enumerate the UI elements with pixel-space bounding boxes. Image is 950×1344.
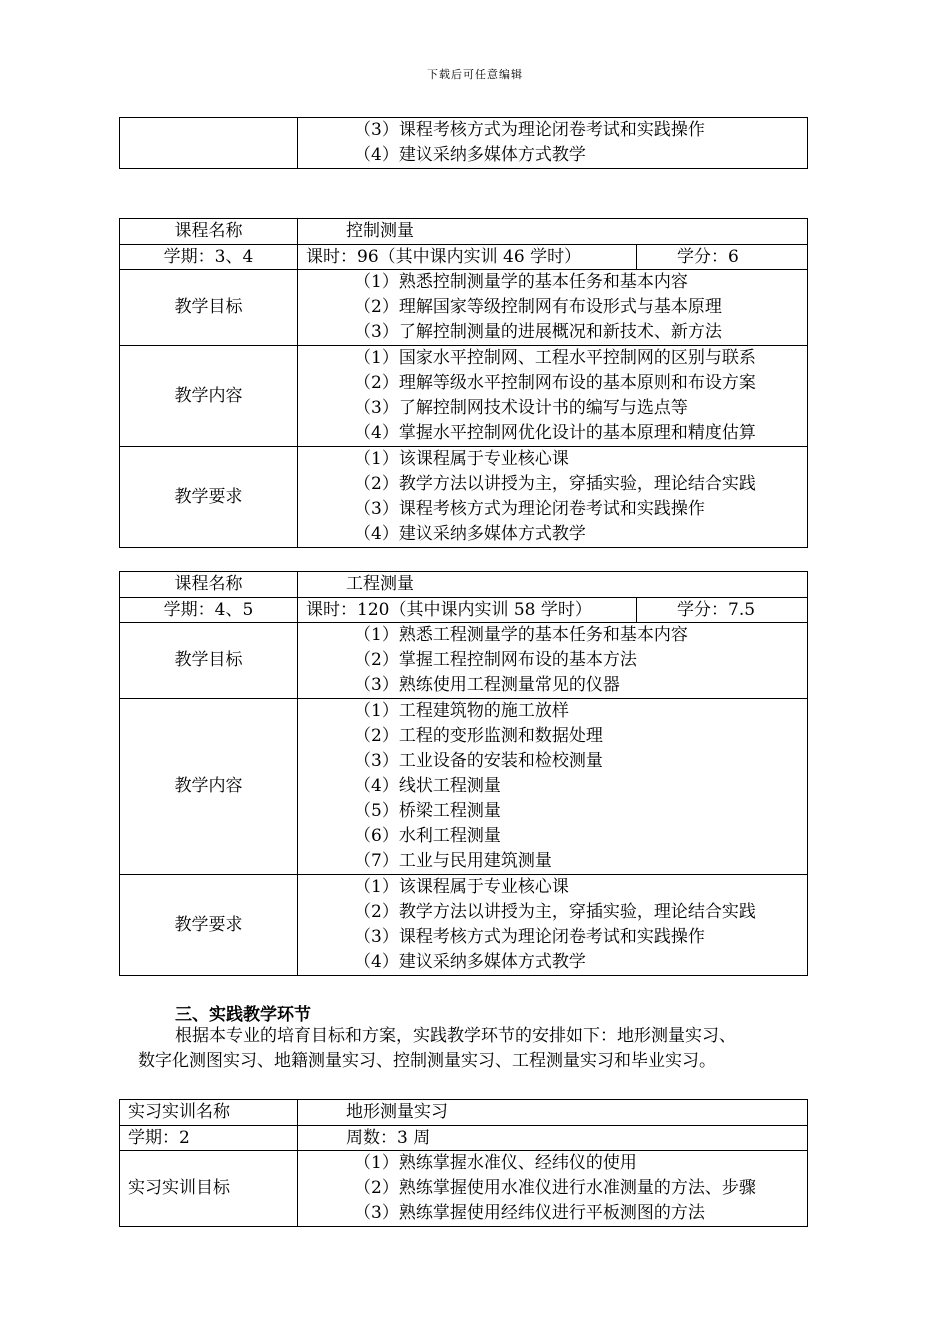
list-item: （2）理解等级水平控制网布设的基本原则和布设方案 (354, 373, 756, 393)
list-item: （2）掌握工程控制网布设的基本方法 (354, 650, 637, 670)
practice-name-value: 地形测量实习 (298, 1100, 808, 1126)
table-continuation (119, 117, 808, 169)
practice-name-label: 实习实训名称 (120, 1100, 298, 1126)
content-label: 教学内容 (120, 346, 298, 447)
list-item: （1）熟悉工程测量学的基本任务和基本内容 (354, 625, 688, 645)
list-item: （2）教学方法以讲授为主，穿插实验，理论结合实践 (354, 474, 756, 494)
requirements-label: 教学要求 (120, 875, 298, 976)
page-header: 下载后可任意编辑 (427, 68, 523, 81)
semester-cell: 学期：2 (120, 1125, 298, 1151)
requirements-cell (298, 875, 808, 976)
hours-cell: 课时：120（其中课内实训 58 学时） (298, 597, 637, 623)
list-item: （2）理解国家等级控制网有布设形式与基本原理 (354, 297, 722, 317)
list-item: （3）了解控制网技术设计书的编写与选点等 (354, 398, 688, 418)
list-item: （3）熟练掌握使用经纬仪进行平板测图的方法 (354, 1203, 705, 1223)
list-item: （1）熟练掌握水准仪、经纬仪的使用 (354, 1153, 637, 1173)
list-item: （2）工程的变形监测和数据处理 (354, 726, 603, 746)
course-name-label: 课程名称 (120, 572, 298, 598)
course-name-label: 课程名称 (120, 219, 298, 245)
practice-objectives-cell (298, 1151, 808, 1227)
course-table-engineering-survey (119, 571, 808, 976)
list-item: （4）建议采纳多媒体方式教学 (354, 524, 586, 544)
list-item: （4）线状工程测量 (354, 776, 501, 796)
course-table-control-survey (119, 218, 808, 548)
list-item: （1）该课程属于专业核心课 (354, 877, 569, 897)
list-item: （7）工业与民用建筑测量 (354, 851, 552, 871)
practice-table-topographic (119, 1099, 808, 1227)
section-paragraph (138, 1024, 818, 1074)
list-item: （4）建议采纳多媒体方式教学 (354, 952, 586, 972)
course-name-value: 控制测量 (298, 219, 808, 245)
hours-cell: 课时：96（其中课内实训 46 学时） (298, 244, 637, 270)
weeks-cell: 周数：3 周 (298, 1125, 808, 1151)
list-item: （3）课程考核方式为理论闭卷考试和实践操作 (354, 120, 705, 140)
list-item: （3）熟练使用工程测量常见的仪器 (354, 675, 620, 695)
content-cell (298, 699, 808, 875)
list-item: （2）教学方法以讲授为主，穿插实验，理论结合实践 (354, 902, 756, 922)
list-item: （1）国家水平控制网、工程水平控制网的区别与联系 (354, 348, 756, 368)
requirements-cell (298, 447, 808, 548)
list-item: （1）该课程属于专业核心课 (354, 449, 569, 469)
list-item: （4）建议采纳多媒体方式教学 (354, 145, 586, 165)
objectives-cell (298, 270, 808, 346)
practice-objectives-label: 实习实训目标 (120, 1151, 298, 1227)
list-item: （6）水利工程测量 (354, 826, 501, 846)
section-heading: 三、实践教学环节 (175, 1005, 311, 1025)
empty-label-cell (120, 118, 298, 169)
course-name-value: 工程测量 (298, 572, 808, 598)
requirements-label: 教学要求 (120, 447, 298, 548)
list-item: （3）课程考核方式为理论闭卷考试和实践操作 (354, 927, 705, 947)
objectives-cell (298, 623, 808, 699)
list-item: （4）掌握水平控制网优化设计的基本原理和精度估算 (354, 423, 756, 443)
list-item: （2）熟练掌握使用水准仪进行水准测量的方法、步骤 (354, 1178, 756, 1198)
credits-cell: 学分：7.5 (637, 597, 808, 623)
objectives-label: 教学目标 (120, 270, 298, 346)
list-item: （1）工程建筑物的施工放样 (354, 701, 569, 721)
content-label: 教学内容 (120, 699, 298, 875)
requirements-cell (298, 118, 808, 169)
list-item: （3）工业设备的安装和检校测量 (354, 751, 603, 771)
paragraph-line: 数字化测图实习、地籍测量实习、控制测量实习、工程测量实习和毕业实习。 (138, 1051, 716, 1071)
list-item: （1）熟悉控制测量学的基本任务和基本内容 (354, 272, 688, 292)
semester-cell: 学期：4、5 (120, 597, 298, 623)
content-cell (298, 346, 808, 447)
objectives-label: 教学目标 (120, 623, 298, 699)
semester-cell: 学期：3、4 (120, 244, 298, 270)
credits-cell: 学分：6 (637, 244, 808, 270)
list-item: （5）桥梁工程测量 (354, 801, 501, 821)
paragraph-line: 根据本专业的培育目标和方案，实践教学环节的安排如下：地形测量实习、 (175, 1026, 736, 1046)
list-item: （3）课程考核方式为理论闭卷考试和实践操作 (354, 499, 705, 519)
list-item: （3）了解控制测量的进展概况和新技术、新方法 (354, 322, 722, 342)
